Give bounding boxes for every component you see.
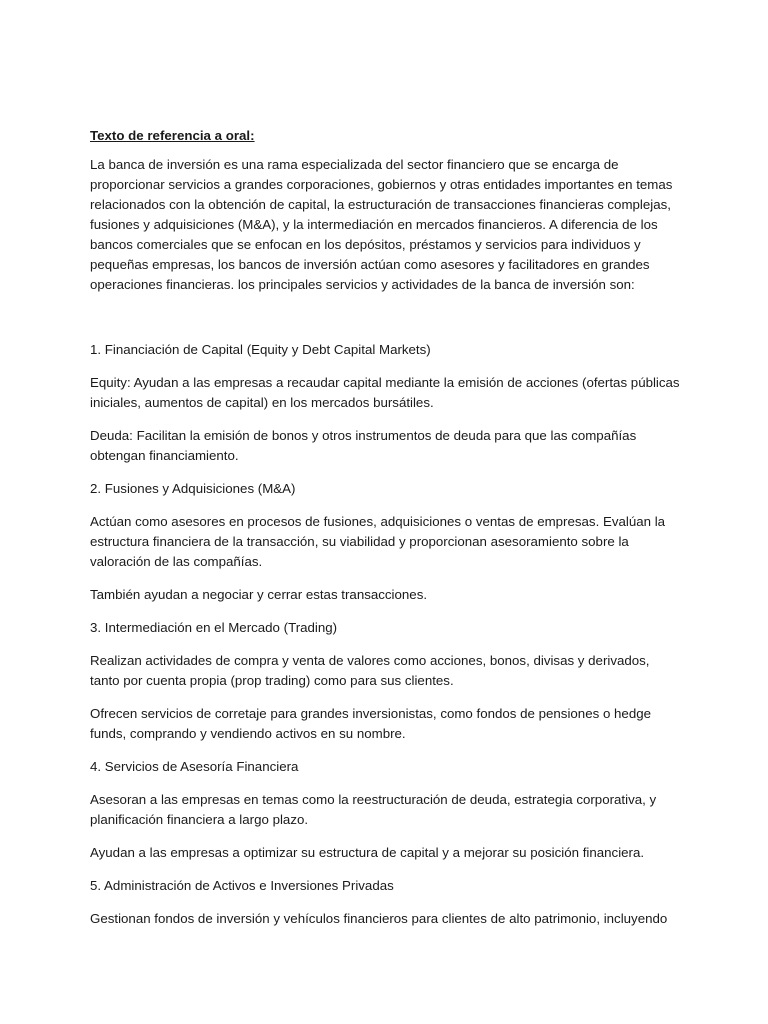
paragraph-reestructuracion: Asesoran a las empresas en temas como la reestructuración de deuda, estrategia corporativa, y planificación financiera a largo plazo. [90, 792, 657, 827]
section-heading-activos: 5. Administración de Activos e Inversiones Privadas [90, 878, 394, 893]
paragraph-gestionan: Gestionan fondos de inversión y vehículos financieros para clientes de alto patrimonio, incluyendo [90, 911, 668, 926]
section-heading-fusiones: 2. Fusiones y Adquisiciones (M&A) [90, 481, 296, 496]
section-heading-asesoria: 4. Servicios de Asesoría Financiera [90, 759, 299, 774]
document-title: Texto de referencia a oral: [90, 128, 255, 143]
paragraph-negociar: También ayudan a negociar y cerrar estas transacciones. [90, 587, 428, 602]
section-heading-trading: 3. Intermediación en el Mercado (Trading) [90, 620, 338, 635]
document-page [90, 126, 680, 942]
paragraph-equity: Equity: Ayudan a las empresas a recaudar capital mediante la emisión de acciones (ofertas públicas iniciales, aumentos de capital) en los mercados bursátiles. [90, 375, 680, 410]
paragraph-deuda: Deuda: Facilitan la emisión de bonos y otros instrumentos de deuda para que las compañías obtengan financiamiento. [90, 428, 637, 463]
paragraph-asesores-fusiones: Actúan como asesores en procesos de fusiones, adquisiciones o ventas de empresas. Evalúan la estructura financiera de la transacción, su viabilidad y proporcionan asesoramiento sobre la valoración de las compañías. [90, 514, 666, 569]
paragraph-corretaje: Ofrecen servicios de corretaje para grandes inversionistas, como fondos de pensiones o hedge funds, comprando y vendiendo activos en su nombre. [90, 706, 652, 741]
paragraph-optimizar: Ayudan a las empresas a optimizar su estructura de capital y a mejorar su posición financiera. [90, 845, 645, 860]
section-heading-financiacion: 1. Financiación de Capital (Equity y Debt Capital Markets) [90, 342, 431, 357]
paragraph-compra-venta: Realizan actividades de compra y venta de valores como acciones, bonos, divisas y derivados, tanto por cuenta propia (prop trading) como para sus clientes. [90, 653, 650, 688]
intro-paragraph: La banca de inversión es una rama especializada del sector financiero que se encarga de proporcionar servicios a grandes corporaciones, gobiernos y otras entidades importantes en temas relacionados con la obtención de capital, la estructuración de transacciones financieras complejas, fusiones y adquisiciones (M&A), y la intermediación en mercados financieros. A diferencia de los bancos comerciales que se enfocan en los depósitos, préstamos y servicios para individuos y pequeñas empresas, los bancos de inversión actúan como asesores y facilitadores en grandes operaciones financieras. los principales servicios y actividades de la banca de inversión son: [90, 157, 673, 292]
